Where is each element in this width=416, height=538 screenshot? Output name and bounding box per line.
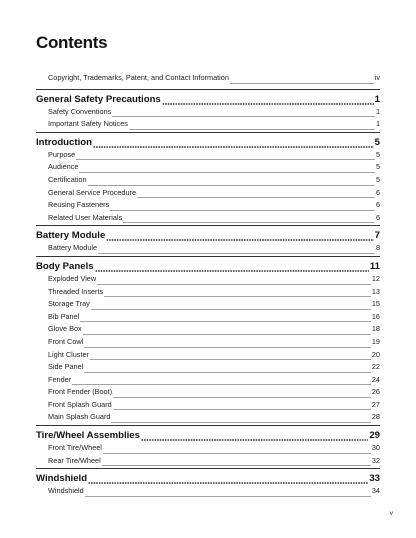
dot-leader [141,439,368,441]
toc-entry-label: Storage Tray [48,299,90,309]
dot-leader [72,384,371,385]
toc-entry-page: 16 [371,311,380,321]
toc-entry[interactable] [36,175,380,188]
toc-entry[interactable] [36,150,380,163]
toc-entry-label: Reusing Fasteners [48,200,110,210]
toc-entry[interactable] [36,400,380,413]
toc-entry-front-matter[interactable] [36,73,380,86]
toc-entry-page: 30 [371,443,380,453]
toc-entry-page: 34 [371,486,380,496]
dot-leader [88,185,375,186]
toc-section-title: General Safety Precautions [36,93,161,105]
toc-entry[interactable] [36,162,380,175]
toc-entry[interactable] [36,387,380,400]
toc-entry[interactable] [36,243,380,256]
dot-leader [103,453,371,454]
toc-entry-label: Fender [48,374,72,384]
toc-entry-label: Related User Materials [48,212,123,222]
toc-section-title: Windshield [36,473,88,485]
dot-leader [84,347,371,348]
toc-section-page: 5 [374,136,380,148]
toc-entry-page: 20 [371,349,380,359]
toc-entry-label: Certification [48,174,87,184]
dot-leader [80,321,371,322]
toc-entry-label: Safety Conventions [48,106,112,116]
toc-entry-label: Audience [48,162,79,172]
dot-leader [85,496,371,497]
toc-section-title: Tire/Wheel Assemblies [36,430,140,442]
dot-leader [90,359,371,360]
page-title: Contents [36,33,108,52]
toc-entry-label: Exploded View [48,273,97,283]
toc-entry-label: Front Cowl [48,336,84,346]
toc-entry-label: Copyright, Trademarks, Patent, and Contact Information [48,73,229,82]
toc-entry[interactable] [36,312,380,325]
toc-entry-page: 24 [371,374,380,384]
dot-leader [79,172,375,173]
toc-section-heading[interactable] [36,256,380,274]
toc-section-page: 7 [374,230,380,242]
toc-entry-page: 5 [375,174,380,184]
toc-entry[interactable] [36,324,380,337]
toc-entry[interactable] [36,375,380,388]
toc-entry-label: Bib Panel [48,311,80,321]
toc-section-title: Body Panels [36,260,94,272]
dot-leader [137,197,375,198]
toc-entry-label: Light Cluster [48,349,89,359]
toc-entry-label: Purpose [48,149,76,159]
toc-entry[interactable] [36,200,380,213]
toc-entry[interactable] [36,299,380,312]
dot-leader [88,482,368,484]
toc-section-heading[interactable] [36,225,380,243]
dot-leader [83,334,371,335]
dot-leader [104,296,371,297]
toc-entry[interactable] [36,443,380,456]
toc-entry-page: 13 [371,286,380,296]
toc-section-page: 29 [369,430,380,442]
toc-entry[interactable] [36,350,380,363]
dot-leader [113,409,371,410]
toc-entry-page: 28 [371,412,380,422]
toc-entry[interactable] [36,274,380,287]
toc-entry-label: Important Safety Notices [48,119,128,129]
dot-leader [112,116,375,117]
dot-leader [91,309,371,310]
toc-entry-label: Front Fender (Boot) [48,387,113,397]
toc-entry-label: Windshield [48,486,84,496]
dot-leader [93,146,374,148]
page-number: v [389,510,393,517]
toc-section-title: Battery Module [36,230,106,242]
toc-section-heading[interactable] [36,468,380,486]
toc-entry-page: 1 [375,119,380,129]
toc-entry-label: Glove Box [48,324,82,334]
dot-leader [97,284,371,285]
toc-entry[interactable] [36,107,380,120]
toc-entry-page: 8 [375,243,380,253]
toc-entry-page: 5 [375,162,380,172]
toc-entry-page: 5 [375,149,380,159]
toc-entry-label: Threaded Inserts [48,286,104,296]
toc-section-page: 1 [374,93,380,105]
toc-entry-page: 18 [371,324,380,334]
dot-leader [110,210,375,211]
dot-leader [76,159,375,160]
dot-leader [123,222,375,223]
dot-leader [129,129,375,130]
dot-leader [84,372,371,373]
toc-entry[interactable] [36,456,380,469]
toc-entry[interactable] [36,119,380,132]
dot-leader [230,83,374,84]
toc-entry-page: 32 [371,455,380,465]
toc-entry-page: iv [374,73,380,82]
toc-entry-page: 1 [375,106,380,116]
toc-entry-page: 27 [371,399,380,409]
toc-entry[interactable] [36,362,380,375]
toc-entry-page: 22 [371,362,380,372]
toc-section-heading[interactable] [36,132,380,150]
toc-entry-label: Main Splash Guard [48,412,111,422]
toc-section-page: 11 [369,260,380,272]
toc-entry-page: 12 [371,273,380,283]
dot-leader [102,465,371,466]
toc-entry-page: 19 [371,336,380,346]
toc-entry[interactable] [36,412,380,425]
toc-entry-page: 6 [375,200,380,210]
dot-leader [113,397,371,398]
toc-entry-label: Battery Module [48,243,98,253]
toc-entry-page: 6 [375,187,380,197]
toc-entry[interactable] [36,188,380,201]
toc-entry-page: 15 [371,299,380,309]
toc-entry[interactable] [36,287,380,300]
toc-entry-page: 26 [371,387,380,397]
dot-leader [98,253,375,254]
toc-entry[interactable] [36,337,380,350]
dot-leader [95,270,369,272]
toc-entry-label: Side Panel [48,362,84,372]
toc-entry[interactable] [36,213,380,226]
dot-leader [111,422,370,423]
table-of-contents [36,73,380,499]
toc-entry-label: Rear Tire/Wheel [48,455,101,465]
toc-entry-label: Front Splash Guard [48,399,112,409]
toc-entry[interactable] [36,486,380,499]
dot-leader [106,239,373,241]
dot-leader [162,103,374,105]
toc-section-heading[interactable] [36,425,380,443]
toc-entry-label: Front Tire/Wheel [48,443,102,453]
toc-section-title: Introduction [36,136,92,148]
toc-section-heading[interactable] [36,89,380,107]
toc-entry-page: 6 [375,212,380,222]
toc-section-page: 33 [369,473,380,485]
toc-entry-label: General Service Procedure [48,187,137,197]
